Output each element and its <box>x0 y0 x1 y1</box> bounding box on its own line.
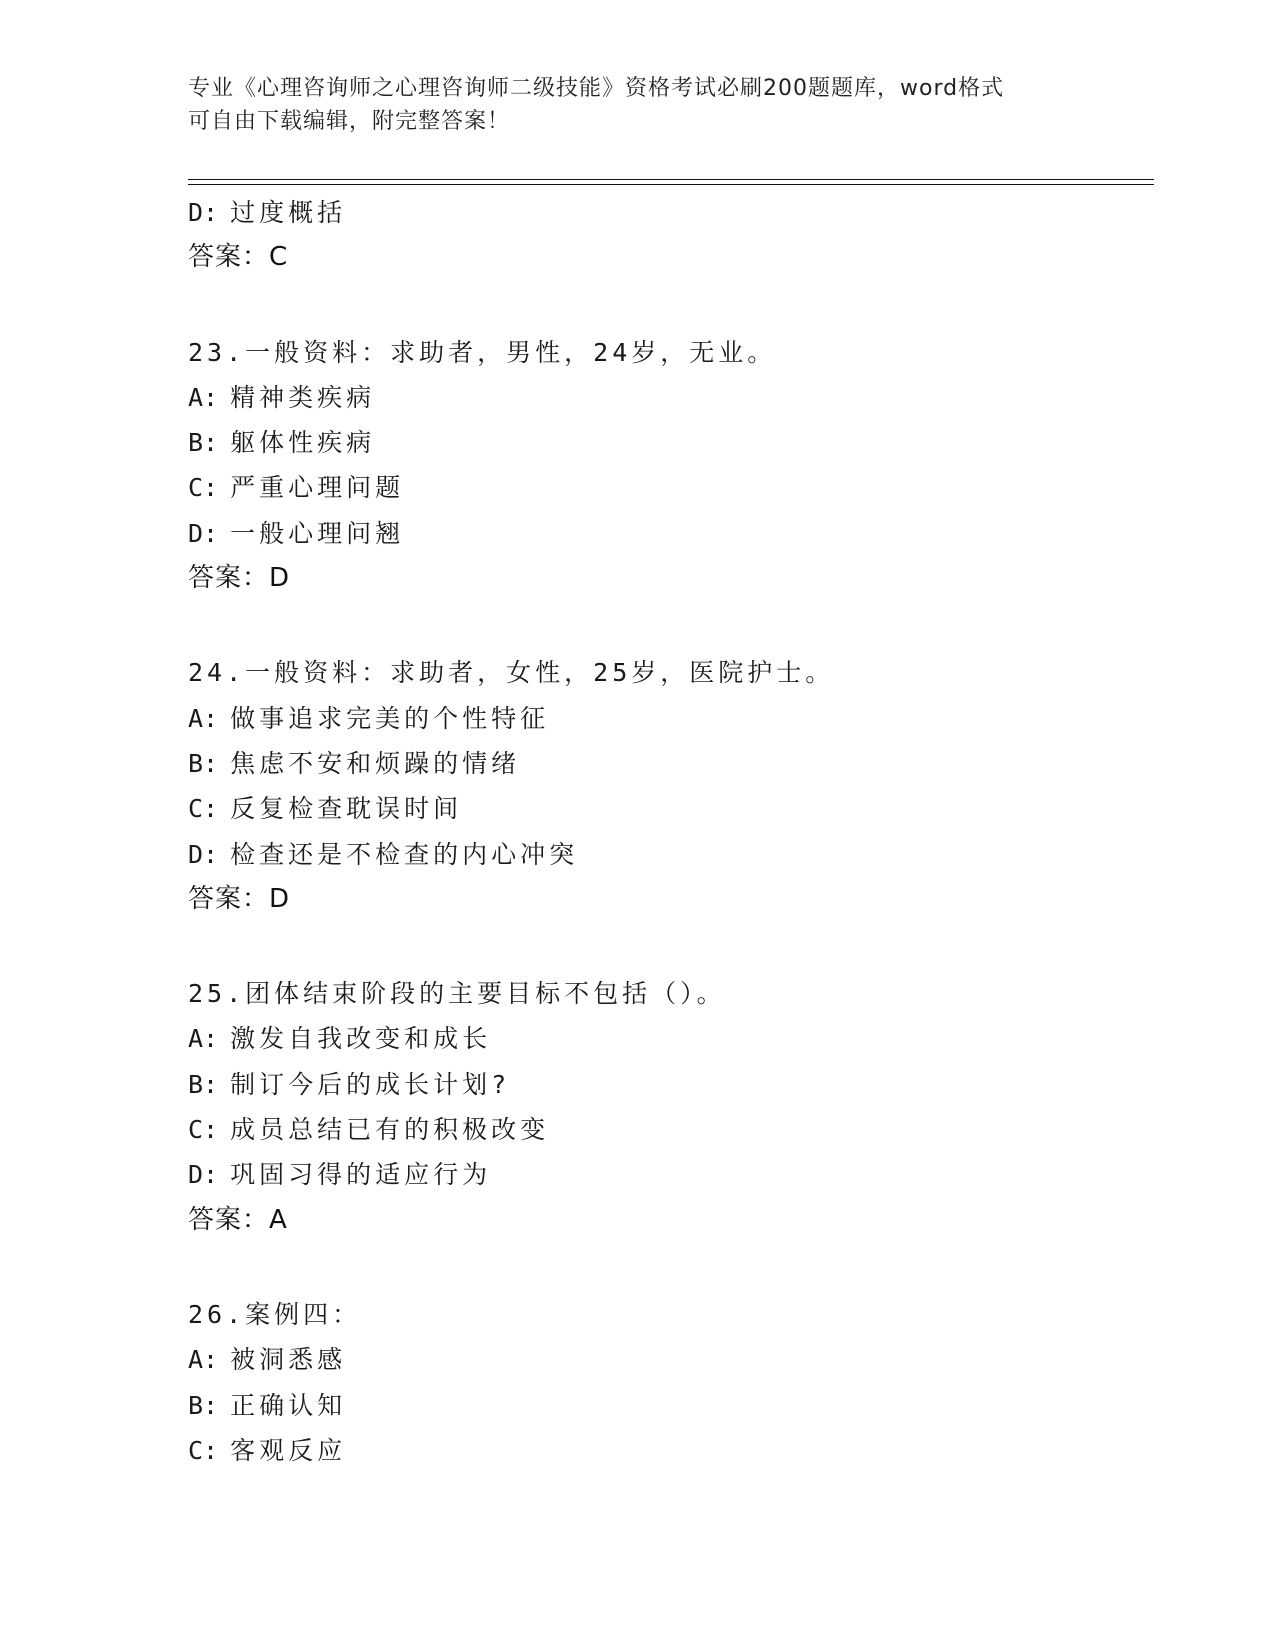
header-divider-top <box>188 179 1154 180</box>
option-text: 客观反应 <box>230 1435 347 1465</box>
option-text: 巩固习得的适应行为 <box>230 1160 492 1190</box>
option-text: 制订今后的成长计划? <box>230 1069 511 1099</box>
option-c <box>188 465 1148 510</box>
option-text: 精神类疾病 <box>230 382 376 412</box>
question-stem: 26.案例四： <box>188 1299 362 1329</box>
question-stem: 24.一般资料：求助者，女性，25岁，医院护士。 <box>188 658 835 688</box>
option-text: 检查还是不检查的内心冲突 <box>230 839 579 869</box>
question-list <box>188 190 1148 1473</box>
option-letter: D: <box>188 198 219 227</box>
option-text: 激发自我改变和成长 <box>230 1024 492 1054</box>
option-b <box>188 741 1148 786</box>
option-text: 做事追求完美的个性特征 <box>230 703 550 733</box>
option-letter: D: <box>188 1160 219 1190</box>
question-stem: 25.团体结束阶段的主要目标不包括（）。 <box>188 979 726 1009</box>
option-d <box>188 511 1148 556</box>
option-letter: A: <box>188 382 219 412</box>
option-c <box>188 1107 1148 1152</box>
option-a <box>188 1337 1148 1382</box>
option-text: 一般心理问翘 <box>230 518 405 548</box>
question-stem: 23.一般资料：求助者，男性，24岁，无业。 <box>188 337 777 367</box>
option-letter: C: <box>188 473 219 503</box>
option-letter: D: <box>188 839 219 869</box>
option-c <box>188 786 1148 831</box>
option-a <box>188 696 1148 741</box>
option-text: 严重心理问题 <box>230 473 405 503</box>
option-letter: A: <box>188 1024 219 1054</box>
option-text: 躯体性疾病 <box>230 428 376 458</box>
option-b <box>188 1383 1148 1428</box>
option-letter: A: <box>188 703 219 733</box>
option-text: 正确认知 <box>230 1390 347 1420</box>
answer-line: 答案：C <box>188 242 289 273</box>
answer-line: 答案：D <box>188 883 291 914</box>
option-c <box>188 1428 1148 1473</box>
option-b <box>188 420 1148 465</box>
option-text: 成员总结已有的积极改变 <box>230 1115 550 1145</box>
option-text: 过度概括 <box>230 198 347 227</box>
header-divider-bottom <box>188 184 1154 185</box>
header-line-2: 可自由下载编辑，附完整答案！ <box>188 109 511 134</box>
document-header <box>188 72 1088 138</box>
option-text: 被洞悉感 <box>230 1345 347 1375</box>
answer-line: 答案：A <box>188 1204 288 1235</box>
option-letter: B: <box>188 748 219 778</box>
option-letter: A: <box>188 1345 219 1375</box>
option-d <box>188 190 1148 235</box>
option-a <box>188 375 1148 420</box>
option-letter: C: <box>188 1115 219 1145</box>
answer-line: 答案：D <box>188 563 291 594</box>
option-a <box>188 1016 1148 1061</box>
option-d <box>188 1152 1148 1197</box>
option-letter: B: <box>188 1390 219 1420</box>
option-letter: C: <box>188 794 219 824</box>
option-b <box>188 1062 1148 1107</box>
option-letter: B: <box>188 1069 219 1099</box>
option-text: 反复检查耽误时间 <box>230 794 463 824</box>
option-letter: D: <box>188 518 219 548</box>
option-text: 焦虑不安和烦躁的情绪 <box>230 748 521 778</box>
option-letter: C: <box>188 1435 219 1465</box>
header-line-1: 专业《心理咨询师之心理咨询师二级技能》资格考试必刷200题题库，word格式 <box>188 76 1005 101</box>
option-d <box>188 832 1148 877</box>
option-letter: B: <box>188 428 219 458</box>
